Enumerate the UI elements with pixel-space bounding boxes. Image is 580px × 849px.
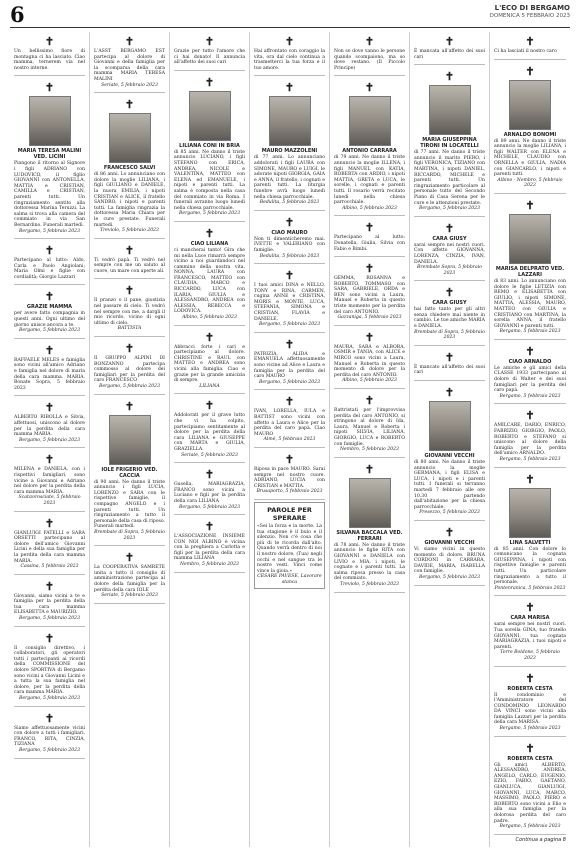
- notice-text: per avere fatto compagnia in questi anni. Ogni ultimo del giorno unisce ancora a te.: [14, 311, 85, 328]
- obituary-notice: [94, 32, 165, 93]
- notice-text: Grazie per tutto l'amore che ci hai donato! Il annuncia all'affetto dei suoi cari: [174, 49, 245, 66]
- portrait-photo: [29, 96, 71, 146]
- notice-text: MILENA e DANIELA, con i rispettivi famigliari, sono vicine a Giovanni e Adriano nel dolore per la perdita della cara mamma MARIA.: [14, 467, 85, 495]
- quote-author: CESARE PAVESE, Lavorare stanca: [257, 574, 322, 585]
- obituary-notice: [334, 460, 405, 593]
- portrait-photo: [429, 401, 471, 451]
- column-2: [90, 32, 170, 847]
- cross-icon: ✝: [44, 711, 55, 725]
- deceased-name: GRAZIE MAMMA: [26, 304, 73, 311]
- notice-signature: Bergamo, 5 febbraio 2023: [499, 726, 561, 732]
- notice-signature: Treviolo, 5 febbraio 2023: [340, 581, 399, 587]
- cross-icon: ✝: [364, 81, 375, 95]
- deceased-name: FRANCESCO SALVI: [103, 165, 156, 172]
- obituary-notice: [14, 78, 85, 239]
- obituary-notice: [494, 739, 566, 835]
- obituary-notice: [14, 341, 85, 397]
- notice-text: di 85 anni. Ne danno il triste annuncio LUCIANO, i figli STEFANO con ERICA, ANDREA, NICOLE e VALENTINA, MATTEO con ELENA ed EMANUELE, i nipoti e parenti tutti. La salma è composta nella casa del commiato in via Roma. I funerali avranno luogo lunedì nella chiesa parrocchiale.: [174, 149, 245, 211]
- notice-signature: Bergamo, 5 febbraio 2023: [418, 206, 480, 212]
- notice-signature: Brusaporto, 5 febbraio 2023: [256, 489, 323, 495]
- deceased-name: CIAO LILIANA: [190, 240, 229, 247]
- column-5: [330, 32, 410, 847]
- notice-signature: Brembate Sopra, 5 febbraio 2023: [417, 265, 482, 276]
- obituary-notice: [494, 62, 566, 194]
- notice-text: di 89 anni. Ne danno il triste annuncio la moglie LILIANA, i figli WALTER con ELENA e MICHELE, CLAUDIO con ORNELLA e GIULIA, NADIA con GIANCARLO, i nipoti e parenti tutti.: [494, 138, 566, 178]
- notice-text: Le amiche e gli amici della CLASSE 1933 partecipano al dolore di Walter e dei suoi famigliari per la perdita del caro papà.: [494, 365, 566, 394]
- cross-icon: ✝: [444, 70, 455, 84]
- deceased-name: ROBERTA CESTA: [507, 685, 553, 692]
- obituary-notice: [414, 283, 485, 346]
- cross-icon: ✝: [204, 520, 215, 534]
- notice-signature: Scanzorosciate, 5 febbraio 2023: [18, 495, 81, 506]
- cross-icon: ✝: [44, 401, 55, 415]
- notice-text: Non ti dimenticheremo mai. IVETTE e VALERIANO con famiglie.: [254, 236, 325, 253]
- page-header: [0, 0, 580, 30]
- obituary-notice: [14, 32, 85, 76]
- deceased-name: CIAO ARNALDO: [508, 358, 552, 365]
- obituary-notice: [14, 514, 85, 575]
- cross-icon: ✝: [44, 35, 55, 48]
- notice-text: I tuoi amici DINA e NELLO, TONY e RINA, CARMEN, cugina ANNE e CRISTINA, MORIS e MONTE, LUCA, STEFANIA, SIMONA e CRISTIAN, FLAVIA e DANIELE.: [254, 283, 325, 322]
- notice-text: Non so dove vanno le persone quando scompaiono, ma so dove restano. (Il Piccolo Principe): [334, 49, 405, 71]
- obituary-notice: [494, 342, 566, 405]
- deceased-name: LINA SALVETTI: [509, 539, 551, 546]
- obituary-notice: [254, 32, 325, 76]
- cross-icon: ✝: [525, 35, 535, 48]
- obituary-notice: [494, 598, 566, 666]
- notice-text: RAFFAELE MELES e famiglia sono vicini all'amico Adriano e famiglia nel dolore di maria della cara mamma. MARIA. Bonate Sopra, 5 febbraio 2023: [14, 357, 85, 391]
- obituary-notice: [254, 213, 325, 264]
- cross-icon: ✝: [444, 221, 455, 235]
- portrait-photo: [109, 113, 151, 163]
- deceased-name: MARIA TERESA MALINI VED. LICINI: [17, 148, 82, 161]
- obituary-notice: [494, 669, 566, 737]
- obituary-notice: [334, 32, 405, 76]
- deceased-name: ROBERTA CESTA: [507, 755, 553, 762]
- cross-icon: ✝: [284, 452, 295, 466]
- notice-signature: Pontenranica, 5 febbraio 2023: [494, 585, 566, 591]
- notice-signature: Bergamo, 5 febbraio 2023: [258, 379, 320, 385]
- obituary-notice: [494, 406, 566, 467]
- header-rule: [10, 27, 570, 28]
- cross-icon: ✝: [204, 399, 215, 413]
- obituary-notice: [494, 196, 566, 340]
- cross-icon: ✝: [44, 631, 55, 645]
- cross-icon: ✝: [44, 516, 55, 530]
- portrait-photo: [109, 415, 151, 465]
- notice-signature: Albino, 5 febbraio 2023: [342, 378, 397, 384]
- cross-icon: ✝: [444, 525, 455, 539]
- cross-icon: ✝: [364, 330, 375, 344]
- notice-text: Abbracci forte i cari e partecipiamo al dolore. CHRISTINE e RAUL con MATTEO e ANDREA sono vicini alla famiglia. Ciao e grazie per la grande amicizia di sempre.: [174, 344, 245, 384]
- quote-text: «Sei la forza e la morte. La tua stagione è il buio e il silenzio. Non c'è cosa che più di te ricorda dall'alto. Quando verrà dentro di noi il nostro dolore, (Tua) negli occhi e nel sangue tra le nostre vesti. Vinci come vince la gioia.»: [257, 523, 322, 574]
- notice-signature: Seriate, 5 febbraio 2023: [101, 82, 158, 88]
- obituary-notice: [254, 78, 325, 210]
- portrait-photo: [349, 478, 391, 528]
- notice-signature: Albino, 5 febbraio 2023: [182, 315, 237, 321]
- portrait-photo: [509, 488, 551, 538]
- column-3: [170, 32, 250, 847]
- notice-text: di 77 anni. Ne danno il triste annuncio il marito PIERO, i figli VERONICA, TIZIANO con MARTINA, i nipoti DANIEL, RICCARDO, MICHELE e parenti tutti. Un ringraziamento particolare al personale tutto del Secondo Piano di Casa Serena per le cure e le attenzioni prestate.: [414, 150, 485, 206]
- quote-title: PAROLE PER SPERARE: [267, 505, 312, 522]
- notice-text: Rattristati per l'improvvisa perdita del caro ANTONIO, si stringono al dolore di Ida, Laura, Manuel e Roberta i nipoti SILVIA, LILIANA, GIORGIO, LUCA e ROBERTO con famiglie.: [334, 408, 405, 447]
- notice-text: Piangono il ritorno al Signore i figli ADRIANO con LUDOVICO, il figlio GIOVANNI con ANTONELLA, MATTIA e CRISTIAN, CAMILLA e CRISTIAN, parenti tutti. Un ringraziamento sentito alla dottoressa Marina Teruzzi. La salma si trova alla camera del commiato in via San Bernardino. Funerali martedì.: [14, 161, 85, 228]
- obituary-notice: [414, 348, 485, 381]
- notice-text: Partecipano al lutto: Aldo, Carla e Paolo Angiolani; Maria Olmi e figlie con cordialità; Giorgio Lazzari: [14, 258, 85, 280]
- obituary-notice: [94, 95, 165, 239]
- notice-text: L'ASSOCIAZIONE INSIEME CON NOI ALBINO è vicina con la preghiera a Carlotta e figli per la perdita della cara mamma LILIANA: [174, 534, 245, 562]
- cross-icon: ✝: [284, 81, 295, 95]
- notice-text: Hai affrontato con coraggio la vita, ora dal cielo continua a trasmetterci la tua forza e il tuo amore.: [254, 49, 325, 71]
- notice-text: sarai sempre nei nostri cuori. Tua sorella GINA, tuo fratello GIOVANNI, tua cognata MARIAGRAZIA, i tuoi nipoti e parenti.: [494, 622, 566, 650]
- notice-signature: Bergamo, 5 febbraio 2023: [18, 328, 80, 334]
- notice-text: di 85 anni. Con dolore lo comunicano la cognata GIUSEPPINA, i nipoti con rispettive famiglie e parenti tutti. Un particolare ringraziamento a tutto il personale.: [494, 546, 566, 586]
- cross-icon: ✝: [44, 290, 55, 304]
- cross-icon: ✝: [44, 453, 55, 467]
- cross-icon: ✝: [525, 671, 535, 685]
- obituary-notice: [334, 259, 405, 326]
- obituary-notice: [334, 391, 405, 458]
- notice-text: GEMMA, ROSANNA e ROBERTO, TOMMASO con SARA, GABRIELE, ORDA e BEN sono vicini a Laura, Manuel e Roberta in questo triste momento per la perdita del caro ANTONIO.: [334, 276, 405, 315]
- notice-signature: Bergamo, 5 febbraio 2023: [258, 322, 320, 328]
- obituary-notice: [254, 266, 325, 333]
- obituary-notice: [94, 548, 165, 604]
- obituary-notice: [334, 78, 405, 216]
- portrait-photo: [509, 80, 551, 130]
- obituary-notice: [334, 328, 405, 389]
- obituary-notice: [334, 218, 405, 257]
- cross-icon: ✝: [525, 198, 535, 212]
- cross-icon: ✝: [124, 35, 135, 48]
- cross-icon: ✝: [124, 284, 135, 298]
- obituary-notice: [174, 73, 245, 222]
- cross-icon: ✝: [44, 81, 55, 95]
- obituary-notice: [14, 577, 85, 627]
- quote-box: [254, 502, 325, 590]
- notice-signature: Almè, 5 febbraio 2023: [263, 437, 316, 443]
- deceased-name: ARNALDO BONOMI: [503, 131, 557, 138]
- cross-icon: ✝: [525, 344, 535, 358]
- notice-signature: Seriate, 5 febbraio 2023: [101, 593, 158, 599]
- notice-text: hai fatto tanto per gli altri senza chiedere mai niente in cambio. Le tue amiche MARIA e DANIELA.: [414, 307, 485, 330]
- deceased-name: CIAO MAURO: [271, 229, 308, 236]
- notice-text: Gli amici ALBERTO, ALESSANDRO, ANDREA, ANGELO, CARLO, EUGENIO, EZIO, FABIO, GAETANO, GIANLUCA, GIANLUIGI, GIOVANNI, LUCA, MARCO, MASSIMO, PAOLO, PIERO e ROBERTO sono vicini a Elio e alla sua famiglia per la dolorosa perdita del caro padre.: [494, 762, 566, 824]
- notice-text: Ci ha lasciati il nostro caro: [494, 49, 557, 54]
- notice-signature: Bergamo, 5 febbraio 2023: [18, 747, 80, 753]
- notice-text: IVAN, LORELLA, IULA e BATTIST sono vicini con affetto a Laura e Alice per la perdita del caro papà. Ciao MAURO: [254, 409, 325, 437]
- notice-text: PATRIZIA, ALIDA e EMANUELA affettuosamente sono vicine ad Alice e Laura e famiglia per la perdita del caro MAURO: [254, 351, 325, 380]
- obituary-notice: [254, 450, 325, 500]
- portrait-photo: [189, 91, 231, 141]
- notice-text: di 90 anni. Ne danno il triste annuncio i figli LUCIA, LORENZO e SARA con le rispettive famiglie, il compagno ANGELO e i parenti tutti. Un ringraziamento a tutto il personale della casa di riposo. Funerali martedì.: [94, 479, 165, 530]
- cross-icon: ✝: [204, 75, 215, 89]
- cross-icon: ✝: [44, 244, 55, 258]
- cross-icon: ✝: [124, 551, 135, 565]
- newspaper-name: L'ECO DI BERGAMO: [494, 4, 570, 12]
- obituary-columns: [10, 32, 570, 847]
- notice-signature: LILIANA: [199, 383, 220, 389]
- cross-icon: ✝: [525, 741, 535, 755]
- cross-icon: ✝: [444, 386, 455, 400]
- notice-text: Il GRUPPO ALPINI DI BONZANNO partecipa commosso al dolore dei famigliari per la perdita del caro FRANCESCO: [94, 356, 165, 384]
- obituary-notice: [94, 397, 165, 547]
- notice-text: Gusella, MARIAGRAZIA, FRANCO sono vicini a Luciano e figli per la perdita della cara LILIANA: [174, 482, 245, 504]
- obituary-notice: [494, 32, 566, 60]
- cross-icon: ✝: [124, 243, 135, 257]
- notice-text: Partecipano al lutto: Donatella, Giulia, Silvia con Fabio e Bimbi.: [334, 235, 405, 252]
- notice-text: Ti vedrò papà. Ti vedrò nel sempre con me un saluto al cuore, un mare con aperte ali.: [94, 257, 165, 274]
- obituary-notice: [14, 241, 85, 285]
- obituary-notice: [94, 281, 165, 337]
- publication-date: DOMENICA 5 FEBBRAIO 2023: [489, 13, 570, 19]
- notice-text: Addolorati per il grave lutto che vi ha colpito, partecipiamo sentitamente al dolore per la perdita della cara LILIANA e GIUSEPPE con MARTA e GIULIA, GRAZIELLA.: [174, 413, 245, 452]
- page-number: 6: [10, 2, 25, 27]
- obituary-notice: [174, 328, 245, 395]
- cross-icon: ✝: [525, 472, 535, 486]
- cross-icon: ✝: [204, 35, 215, 48]
- notice-signature: Presezzo, 5 febbraio 2023: [419, 510, 480, 516]
- notice-text: La COOPERATIVA SAMRETE unita a tutto il consiglio di amministrazione partecipa al dolore della famiglia per la perdita della cara IOLE: [94, 565, 165, 593]
- notice-text: L'ASST BERGAMO EST partecipa al dolore di Giovanni e della famiglia per la scomparsa della cara mamma MARIA TERESA MALINI: [94, 49, 165, 82]
- notice-signature: Bergamo, 5 febbraio 2023: [499, 393, 561, 399]
- notice-text: di 78 anni. Ne danno il triste annuncio le figlie RITA con GIOVANNI e DANIELA con LIVIO e MIA, i nipoti, le cognate e i parenti tutti. La salma riposa presso la casa del commiato.: [334, 542, 405, 582]
- obituary-notice: [174, 32, 245, 71]
- notice-signature: Treviolo, 5 febbraio 2023: [100, 228, 159, 234]
- obituary-notice: [414, 383, 485, 521]
- deceased-name: IOLE FRIGERIO VED. CACCIA: [101, 466, 158, 479]
- portrait-photo: [349, 96, 391, 146]
- cross-icon: ✝: [364, 35, 375, 48]
- notice-signature: Gazzaniga, 5 febbraio 2023: [337, 315, 402, 321]
- notice-text: di 86 anni. Lo annunciano con dolore la moglie LILIANA, i figli GIULIANO e DANIELE, la nuora EMILIA, i nipoti CRISTIAN e ALICE, il fratello SANDRO, i nipoti e parenti tutti. La famiglia ringrazia la dottoressa Maria Chiara per le cure prestate. Funerali martedì.: [94, 172, 165, 228]
- notice-signature: Bedulita, 5 febbraio 2023: [259, 200, 320, 206]
- cross-icon: ✝: [444, 35, 455, 48]
- notice-signature: Albino - Nembro, 5 febbraio 2023: [497, 177, 563, 189]
- notice-signature: Bergamo, 5 febbraio 2023: [499, 329, 561, 335]
- cross-icon: ✝: [44, 343, 55, 357]
- notice-signature: Brembate di Sopra, 5 febbraio 2023: [94, 529, 165, 541]
- deceased-name: CARA GIUSY: [432, 235, 467, 242]
- cross-icon: ✝: [444, 350, 455, 364]
- notice-text: GIANLUIGI FATELLI e SARA ORSETTI partecipano al dolore dell'amico Giovanni Licini e della sua famiglia per la perdita della cara mamma MARIA.: [14, 530, 85, 564]
- column-6: [410, 32, 490, 847]
- notice-signature: BATTISTA: [117, 326, 142, 332]
- cross-icon: ✝: [124, 98, 135, 112]
- notice-signature: Nembro, 5 febbraio 2023: [180, 562, 239, 568]
- deceased-name: CARA MARISA: [510, 615, 550, 622]
- obituary-notice: [174, 517, 245, 573]
- obituary-notice: [414, 32, 485, 65]
- obituary-notice: [254, 392, 325, 448]
- notice-signature: Cassina, 5 febbraio 2023: [20, 564, 79, 570]
- notice-text: Il pranzo o il pane, giustizia nel passare di cielo. Ti vedrò nel sempre con me, a dargli il mio ricordo, vicino di ogni ultimo di cielo.: [94, 298, 165, 326]
- deceased-name: CARA GIUSY: [432, 300, 467, 307]
- deceased-name: MAURO MAZZOLENI: [261, 148, 318, 155]
- notice-text: ALBERTO RIBOLLA e Silvia, affettuosi, uniscono al dolore per la perdita della cara mamma MARIA.: [14, 415, 85, 438]
- obituary-notice: [14, 450, 85, 511]
- notice-text: Siamo affettuosamente vicini con dolore a tutti i famigliari. FRANCO, RITA, CINZIA, TIZIANA: [14, 725, 85, 748]
- notice-signature: Bergamo, 5 febbraio 2023: [18, 696, 80, 701]
- notice-signature: Torre Boldone, 5 febbraio 2023: [500, 650, 560, 661]
- cross-icon: ✝: [364, 262, 375, 276]
- obituary-notice: [254, 335, 325, 391]
- notice-text: di 80 anni. Ne danno il triste annuncio la moglie GERMANA, i figli ELISA e LUCA, i nipoti e i parenti tutti. I funerali si terranno martedì 7 febbraio alle ore 10.30 partendo dall'abitazione per la chiesa parrocchiale.: [414, 460, 485, 510]
- notice-text: Riposa in pace MAURO. Sarai sempre nel nostro cuore. ADRIANO, LUCIA con CRISTIAN e MATTIA.: [254, 466, 325, 489]
- cross-icon: ✝: [124, 399, 135, 413]
- obituary-notice: [414, 67, 485, 217]
- cross-icon: ✝: [44, 579, 55, 593]
- portrait-photo: [269, 96, 311, 146]
- notice-signature: Bedulita, 5 febbraio 2023: [259, 253, 320, 259]
- column-4: [250, 32, 330, 847]
- notice-signature: Bergamo, 5 febbraio 2023: [499, 824, 561, 830]
- cross-icon: ✝: [204, 468, 215, 482]
- notice-signature: Nembro, 5 febbraio 2023: [340, 447, 399, 453]
- notice-signature: Brembate di Sopra, 5 febbraio 2023: [414, 329, 485, 341]
- notice-signature: Bergamo, 5 febbraio 2023: [178, 211, 240, 217]
- obituary-notice: [14, 398, 85, 448]
- column-7: [490, 32, 570, 847]
- notice-signature: Bergamo, 5 febbraio 2023: [98, 384, 160, 389]
- deceased-name: ANTONIO CARRARA: [342, 148, 397, 155]
- column-1: [10, 32, 90, 847]
- cross-icon: ✝: [364, 394, 375, 407]
- portrait-photo: [429, 85, 471, 135]
- deceased-name: GIOVANNI VECCHI: [424, 453, 475, 460]
- obituary-notice: [14, 287, 85, 338]
- obituary-notice: [494, 470, 566, 597]
- cross-icon: ✝: [364, 462, 375, 476]
- obituary-notice: [414, 523, 485, 586]
- notice-signature: Bergamo, 5 febbraio 2023: [178, 504, 240, 510]
- obituary-notice: [174, 224, 245, 326]
- notice-signature: Bergamo, 5 febbraio 2023: [18, 437, 80, 443]
- notice-text: MAURA, SARA e ALBORA, OSMIR e TANIA, con ALICE e MIRCO sono vicini a Laura, Manuel e Roberta in questo momento di dolore per la perdita del caro ANTONIO.: [334, 344, 405, 378]
- obituary-notice: [94, 241, 165, 280]
- cross-icon: ✝: [124, 342, 135, 356]
- notice-text: di 77 anni. Lo annunciano addolorati i figli LAURA con SIMONE, MAURO e LUIGI, le adorate nipoti GIORGIA, GAIA e ANNA, il fratello, i cognati e parenti tutti. La liturgia funebre avrà luogo lunedì nella chiesa parrocchiale.: [254, 155, 325, 200]
- cross-icon: ✝: [525, 601, 535, 615]
- obituary-notice: [174, 465, 245, 515]
- notice-signature: Bergamo, 5 febbraio 2023: [418, 574, 480, 580]
- cross-icon: ✝: [284, 337, 295, 351]
- notice-signature: Albino, 5 febbraio 2023: [342, 205, 397, 211]
- notice-signature: Bergamo, 5 febbraio 2023: [499, 457, 561, 462]
- deceased-name: SILVANA BACCALA VED. FERRARI: [336, 529, 403, 542]
- notice-text: Vi siamo vicini in questo momento di dolore. BRUNA CORDONI in CARRARA, DAVIDE, MARIA, ISABELLA con famiglie.: [414, 546, 485, 575]
- cross-icon: ✝: [444, 286, 455, 300]
- cross-icon: ✝: [284, 35, 295, 48]
- notice-text: Un bellissimo fiore di montagna ci ha lasciato. Ciao mamma, ternerem via nel nostro interne.: [14, 49, 85, 71]
- cross-icon: ✝: [204, 330, 215, 344]
- obituary-notice: [94, 339, 165, 395]
- cross-icon: ✝: [525, 409, 535, 423]
- obituary-notice: [14, 629, 85, 707]
- deceased-name: LILIANA CONI IN BRIA: [179, 142, 240, 149]
- continued-note: Continua a pagina 8: [515, 836, 566, 843]
- notice-signature: Seriate, 5 febbraio 2023: [181, 452, 238, 458]
- notice-text: Il consiglio direttivo, i collaboratori, gli operatori tutti i partecipanti ai ricordi della COMMISSIONE del dolore SPORTIVA di Bergamo sono vicini a Giovanni Licini e a tutta la sua famiglia nel dolore, per la perdita della cara mamma MARIA.: [14, 645, 85, 696]
- notice-text: sarai sempre nei nostri cuori. Con affetto GIOVANNA, LORENZA, CINZIA, IVAN, DANIELA.: [414, 242, 485, 265]
- notice-text: Giovanni, siamo vicini a te e famiglia per la perdita della tua cara mamma ELISABETTA e MAURIZIO.: [14, 593, 85, 616]
- notice-text: ci mancherai tanto! Gira che mi nella Luce rimarrà sempre vicino a noi guardandoci nel cammino della nostra vita. NONNA, LAURA con FRANCESCO, MATTEO con CLAUDIA, MARCO e RICCARDO, LUCA con ILARIA, GIULIA e ALESSANDRO, ANDREA con ALESSIA, REBECCA e LODOVICA.: [174, 247, 245, 315]
- deceased-name: GIOVANNI VECCHI: [424, 539, 475, 546]
- cross-icon: ✝: [204, 226, 215, 240]
- notice-text: di 79 anni. Ne danno il triste annuncio la moglie ILLENA, i figli MANUEL con KATIA, ROBERTA con ARDIO, i nipoti MATTIA, GRETA e LUCA, le sorelle, i cognati e parenti tutti. Il rosario verrà recitato lunedì nella chiesa parrocchiale.: [334, 155, 405, 206]
- notice-signature: Bergamo, 5 febbraio 2023: [18, 228, 80, 234]
- obituary-notice: [414, 219, 485, 282]
- cross-icon: ✝: [284, 269, 295, 283]
- notice-text: Il condominio e l'Amministratore del CONDOMINIO LEONARDO DA VINCI sono vicini alla famiglia Lazzari per la perdita della cara MARISA.: [494, 692, 566, 726]
- obituary-notice: [174, 396, 245, 463]
- notice-text: AMILCARE, DARIO, ENRICO, FABRIZIO, GIORGIO, PAOLO, ROBERTO e STEFANO si uniscono al dolore della famiglia per la perdita dell'amico ARNALDO.: [494, 423, 566, 457]
- notice-signature: Bergamo, 5 febbraio 2023: [18, 616, 80, 622]
- notice-text: È mancato all'affetto dei suoi cari: [414, 364, 485, 376]
- deceased-name: MARIA GIUSEPPINA TIRONI IN LOCATELLI: [420, 137, 479, 150]
- notice-text: di 83 anni. Lo annunciano con dolore le figlie LETIZIA con REMO e ELISABETTA con GIULIO, i nipoti SIMONE, MATTIA, ALESSIA, MAURO, MATTEO con GIULIA e CRISTIANO con MARTINA, la sorella ANNA, il fratello GIOVANNI e parenti tutti.: [494, 278, 566, 329]
- cross-icon: ✝: [525, 64, 535, 78]
- cross-icon: ✝: [284, 215, 295, 229]
- notice-text: È mancata all'affetto dei suoi cari: [414, 49, 485, 60]
- cross-icon: ✝: [284, 395, 295, 409]
- cross-icon: ✝: [364, 221, 375, 235]
- deceased-name: MARISA DELPRATO VED. LAZZARI: [495, 265, 565, 278]
- portrait-photo: [509, 214, 551, 264]
- obituary-notice: [14, 709, 85, 759]
